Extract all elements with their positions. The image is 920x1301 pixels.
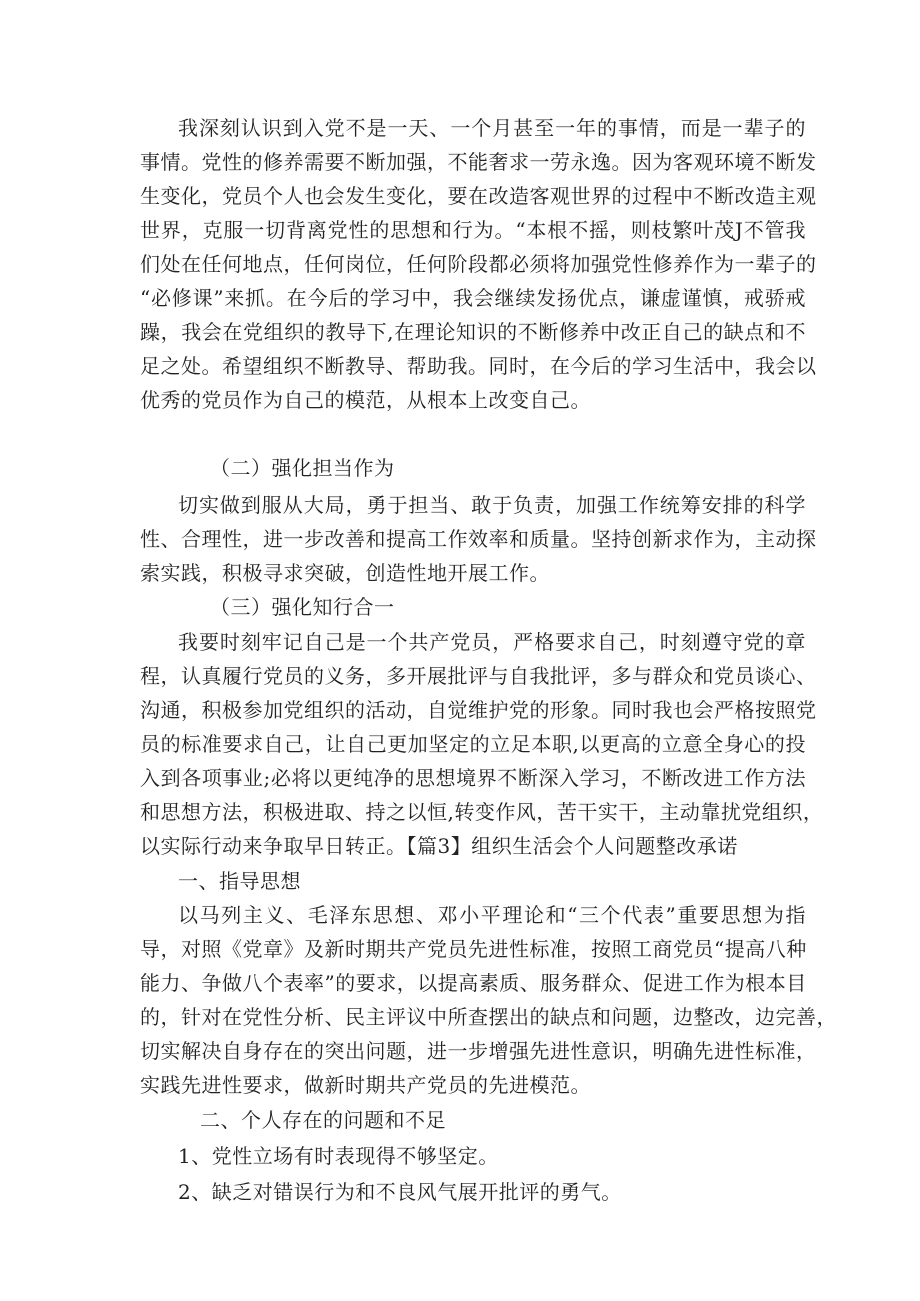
- heading-strengthen-responsibility: （二）强化担当作为: [210, 456, 395, 480]
- paragraph-guiding-ideology-line: 的，针对在党性分析、民主评议中所查摆出的缺点和问题，边整改，边完善，: [140, 1005, 837, 1029]
- paragraph-knowledge-action-line: 入到各项事业;必将以更纯净的思想境界不断深入学习，不断改进工作方法: [140, 766, 806, 790]
- heading-personal-problems: 二、个人存在的问题和不足: [200, 1108, 446, 1132]
- paragraph-self-awareness-line: 躁，我会在党组织的教导下,在理论知识的不断修养中改正自己的缺点和不: [140, 320, 806, 344]
- paragraph-knowledge-action-line: 沟通，积极参加党组织的活动，自觉维护党的形象。同时我也会严格按照党: [140, 698, 817, 722]
- paragraph-responsibility-line: 索实践，积极寻求突破，创造性地开展工作。: [140, 561, 550, 585]
- paragraph-self-awareness-line: 们处在任何地点，任何岗位，任何阶段都必须将加强党性修养作为一辈子的: [140, 252, 817, 276]
- paragraph-knowledge-action-line: 程，认真履行党员的义务，多开展批评与自我批评，多与群众和党员谈心、: [140, 664, 817, 688]
- paragraph-guiding-ideology-line: 以马列主义、毛泽东思想、邓小平理论和“三个代表”重要思想为指: [178, 903, 806, 927]
- paragraph-guiding-ideology-line: 能力、争做八个表率”的要求，以提高素质、服务群众、促进工作为根本目: [140, 971, 807, 995]
- paragraph-responsibility-line: 切实做到服从大局，勇于担当、敢于负责，加强工作统筹安排的科学: [178, 493, 806, 517]
- paragraph-self-awareness-line: “必修课”来抓。在今后的学习中，我会继续发扬优点，谦虚谨慎，戒骄戒: [140, 286, 806, 310]
- paragraph-self-awareness-line: 世界，克服一切背离党性的思想和行为。“本根不摇，则枝繁叶茂J不管我: [140, 218, 806, 242]
- paragraph-guiding-ideology-line: 切实解决自身存在的突出问题，进一步增强先进性意识，明确先进性标准，: [140, 1039, 817, 1063]
- list-item-1: 1、党性立场有时表现得不够坚定。: [178, 1144, 499, 1168]
- paragraph-self-awareness-line: 足之处。希望组织不断教导、帮助我。同时，在今后的学习生活中，我会以: [140, 354, 817, 378]
- list-item-2: 2、缺乏对错误行为和不良风气展开批评的勇气。: [178, 1180, 622, 1204]
- paragraph-self-awareness-line: 优秀的党员作为自己的模范，从根本上改变自己。: [140, 388, 591, 412]
- paragraph-guiding-ideology-line: 导，对照《党章》及新时期共产党员先进性标准，按照工商党员“提高八种: [140, 937, 807, 961]
- heading-guiding-ideology: 一、指导思想: [178, 869, 301, 893]
- paragraph-self-awareness-line: 我深刻认识到入党不是一天、一个月甚至一年的事情，而是一辈子的: [178, 116, 806, 140]
- paragraph-knowledge-action-line: 以实际行动来争取早日转正。【篇3】组织生活会个人问题整改承诺: [140, 834, 738, 858]
- paragraph-guiding-ideology-line: 实践先进性要求，做新时期共产党员的先进模范。: [140, 1073, 591, 1097]
- paragraph-self-awareness-line: 生变化，党员个人也会发生变化，要在改造客观世界的过程中不断改造主观: [140, 184, 817, 208]
- heading-knowledge-action: （三）强化知行合一: [210, 595, 395, 619]
- paragraph-knowledge-action-line: 员的标准要求自己，让自己更加坚定的立足本职,以更高的立意全身心的投: [140, 732, 806, 756]
- paragraph-knowledge-action-line: 我要时刻牢记自己是一个共产党员，严格要求自己，时刻遵守党的章: [178, 630, 806, 654]
- paragraph-responsibility-line: 性、合理性，进一步改善和提高工作效率和质量。坚持创新求作为，主动探: [140, 527, 817, 551]
- paragraph-self-awareness-line: 事情。党性的修养需要不断加强，不能奢求一劳永逸。因为客观环境不断发: [140, 150, 817, 174]
- paragraph-knowledge-action-line: 和思想方法，积极进取、持之以恒,转变作风，苦干实干，主动靠扰党组织，: [140, 800, 824, 824]
